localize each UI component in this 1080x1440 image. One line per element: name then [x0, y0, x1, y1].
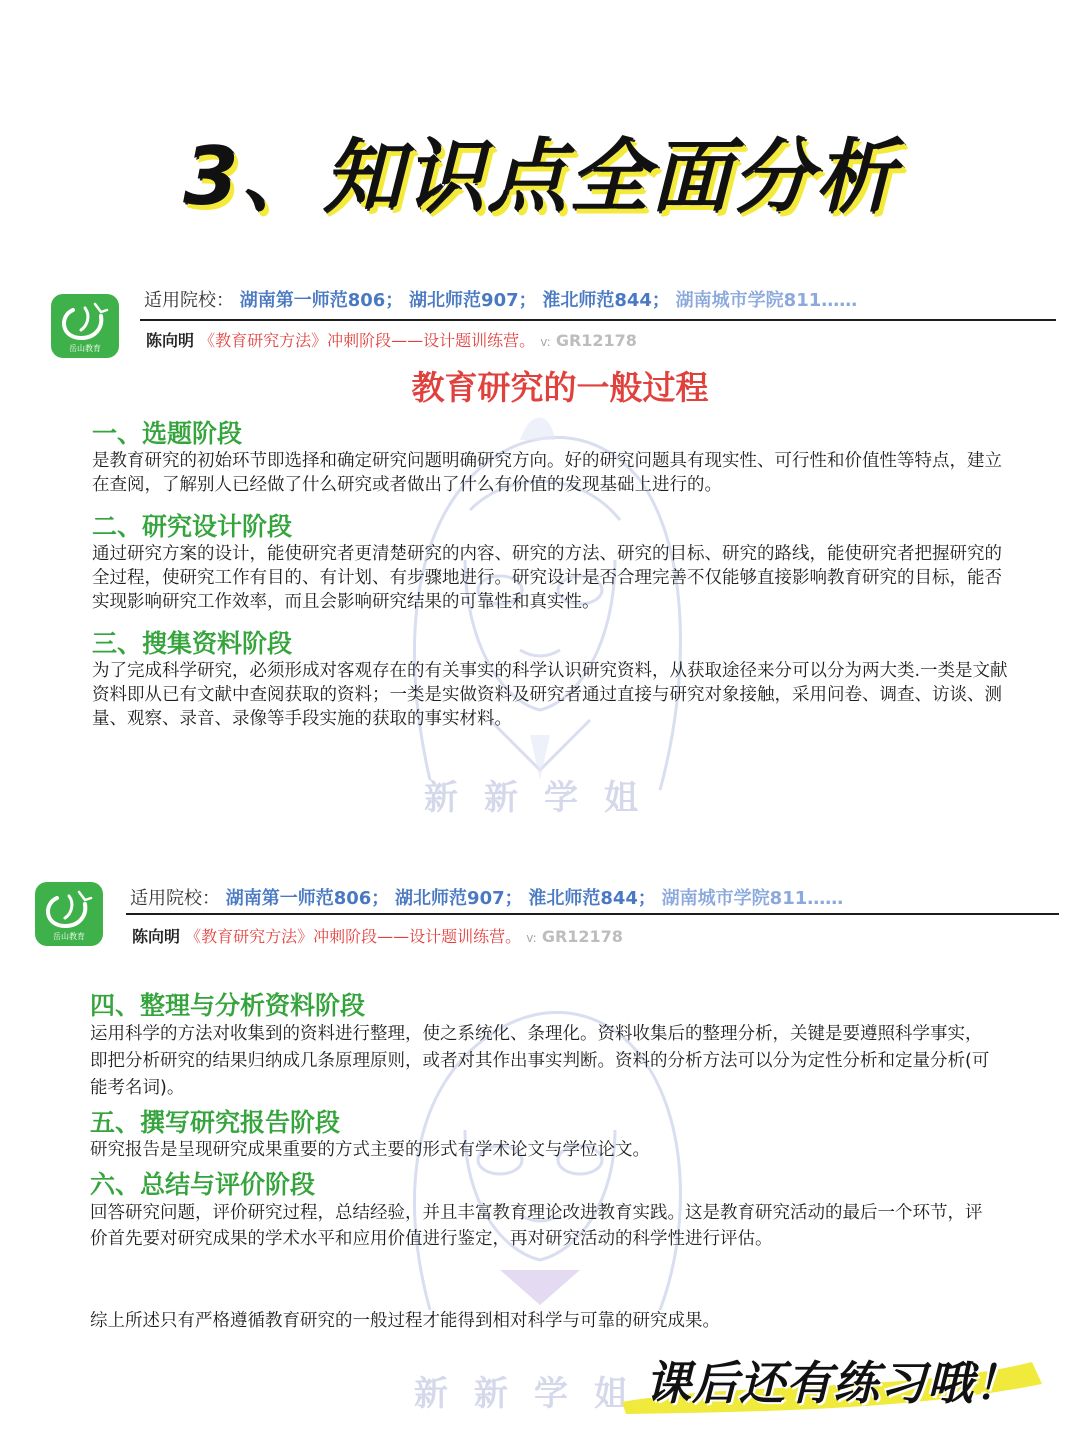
practice-banner	[612, 1352, 1052, 1414]
banner-text: 课后还有练习哦！	[645, 1356, 1021, 1410]
school-4-2: 湖南城市学院811……	[661, 888, 844, 909]
logo-text-2: 岳山教育	[53, 932, 85, 941]
course-info	[146, 328, 637, 351]
school-label: 适用院校：	[144, 290, 234, 311]
course-title: 《教育研究方法》冲刺阶段——设计题训练营。	[199, 331, 536, 350]
school-list-2	[130, 884, 843, 910]
contact-code: GR12178	[555, 331, 637, 350]
section-heading-3: 三、搜集资料阶段	[92, 629, 293, 658]
school-list	[144, 286, 857, 312]
header-divider	[140, 319, 1056, 321]
watermark-text: 新新学姐	[424, 778, 664, 818]
v-label-2: v:	[526, 931, 537, 945]
v-label: v:	[540, 335, 551, 349]
school-1-2: 湖南第一师范806；	[225, 888, 390, 909]
section-heading-2: 二、研究设计阶段	[92, 512, 293, 541]
header-divider-2	[126, 913, 1059, 915]
logo	[51, 294, 119, 358]
section-body-1: 是教育研究的初始环节即选择和确定研究问题明确研究方向。好的研究问题具有现实性、可行性和价值性等特点，建立在查阅，了解别人已经做了什么研究或者做出了什么有价值的发现基础上进行的。	[92, 451, 1002, 495]
school-label-2: 适用院校：	[130, 888, 220, 909]
school-4: 湖南城市学院811……	[675, 290, 858, 311]
section-heading-6: 六、总结与评价阶段	[90, 1170, 316, 1199]
course-title-2: 《教育研究方法》冲刺阶段——设计题训练营。	[185, 927, 522, 946]
section-body-4: 运用科学的方法对收集到的资料进行整理，使之系统化、条理化。资料收集后的整理分析，关键是要遵照科学事实，即把分析研究的结果归纳成几条原理原则，或者对其作出事实判断。资料的分析方法可以分为定性分析和定量分析(可能考名词)。	[90, 1024, 990, 1098]
school-2: 湖北师范907；	[409, 290, 537, 311]
section-body-2: 通过研究方案的设计，能使研究者更清楚研究的内容、研究的方法、研究的目标、研究的路线，能使研究者把握研究的全过程，使研究工作有目的、有计划、有步骤地进行。研究设计是否合理完善不仅能够直接影响教育研究的目标，能否实现影响研究工作效率，而且会影响研究结果的可靠性和真实性。	[92, 544, 1002, 612]
main-title: 3、知识点全面分析	[183, 130, 897, 223]
watermark-text-2: 新新学姐	[414, 1374, 654, 1414]
section-heading-1: 一、选题阶段	[92, 419, 243, 448]
logo-text: 岳山教育	[69, 344, 101, 353]
section-body-5: 研究报告是呈现研究成果重要的方式主要的形式有学术论文与学位论文。	[90, 1140, 650, 1160]
contact-code-2: GR12178	[541, 927, 623, 946]
logo-2	[35, 882, 103, 946]
conclusion: 综上所述只有严格遵循教育研究的一般过程才能得到相对科学与可靠的研究成果。	[90, 1311, 720, 1331]
author-name: 陈向明	[146, 331, 195, 350]
school-3: 淮北师范844；	[542, 290, 670, 311]
course-info-2	[132, 924, 623, 947]
school-3-2: 淮北师范844；	[528, 888, 656, 909]
section-body-6: 回答研究问题，评价研究过程，总结经验，并且丰富教育理论改进教育实践。这是教育研究活动的最后一个环节，评价首先要对研究成果的学术水平和应用价值进行鉴定，再对研究活动的科学性进行评估。	[90, 1203, 983, 1249]
school-2-2: 湖北师范907；	[395, 888, 523, 909]
section-heading-5: 五、撰写研究报告阶段	[90, 1108, 341, 1137]
section-body-3: 为了完成科学研究，必须形成对客观存在的有关事实的科学认识研究资料，从获取途径来分可以分为两大类.一类是文献资料即从已有文献中查阅获取的资料；一类是实做资料及研究者通过直接与研究对象接触，采用问卷、调查、访谈、测量、观察、录音、录像等手段实施的获取的事实材料。	[92, 661, 1008, 729]
section-title: 教育研究的一般过程	[411, 368, 709, 407]
school-1: 湖南第一师范806；	[239, 290, 404, 311]
section-heading-4: 四、整理与分析资料阶段	[90, 991, 366, 1020]
author-name-2: 陈向明	[132, 927, 181, 946]
